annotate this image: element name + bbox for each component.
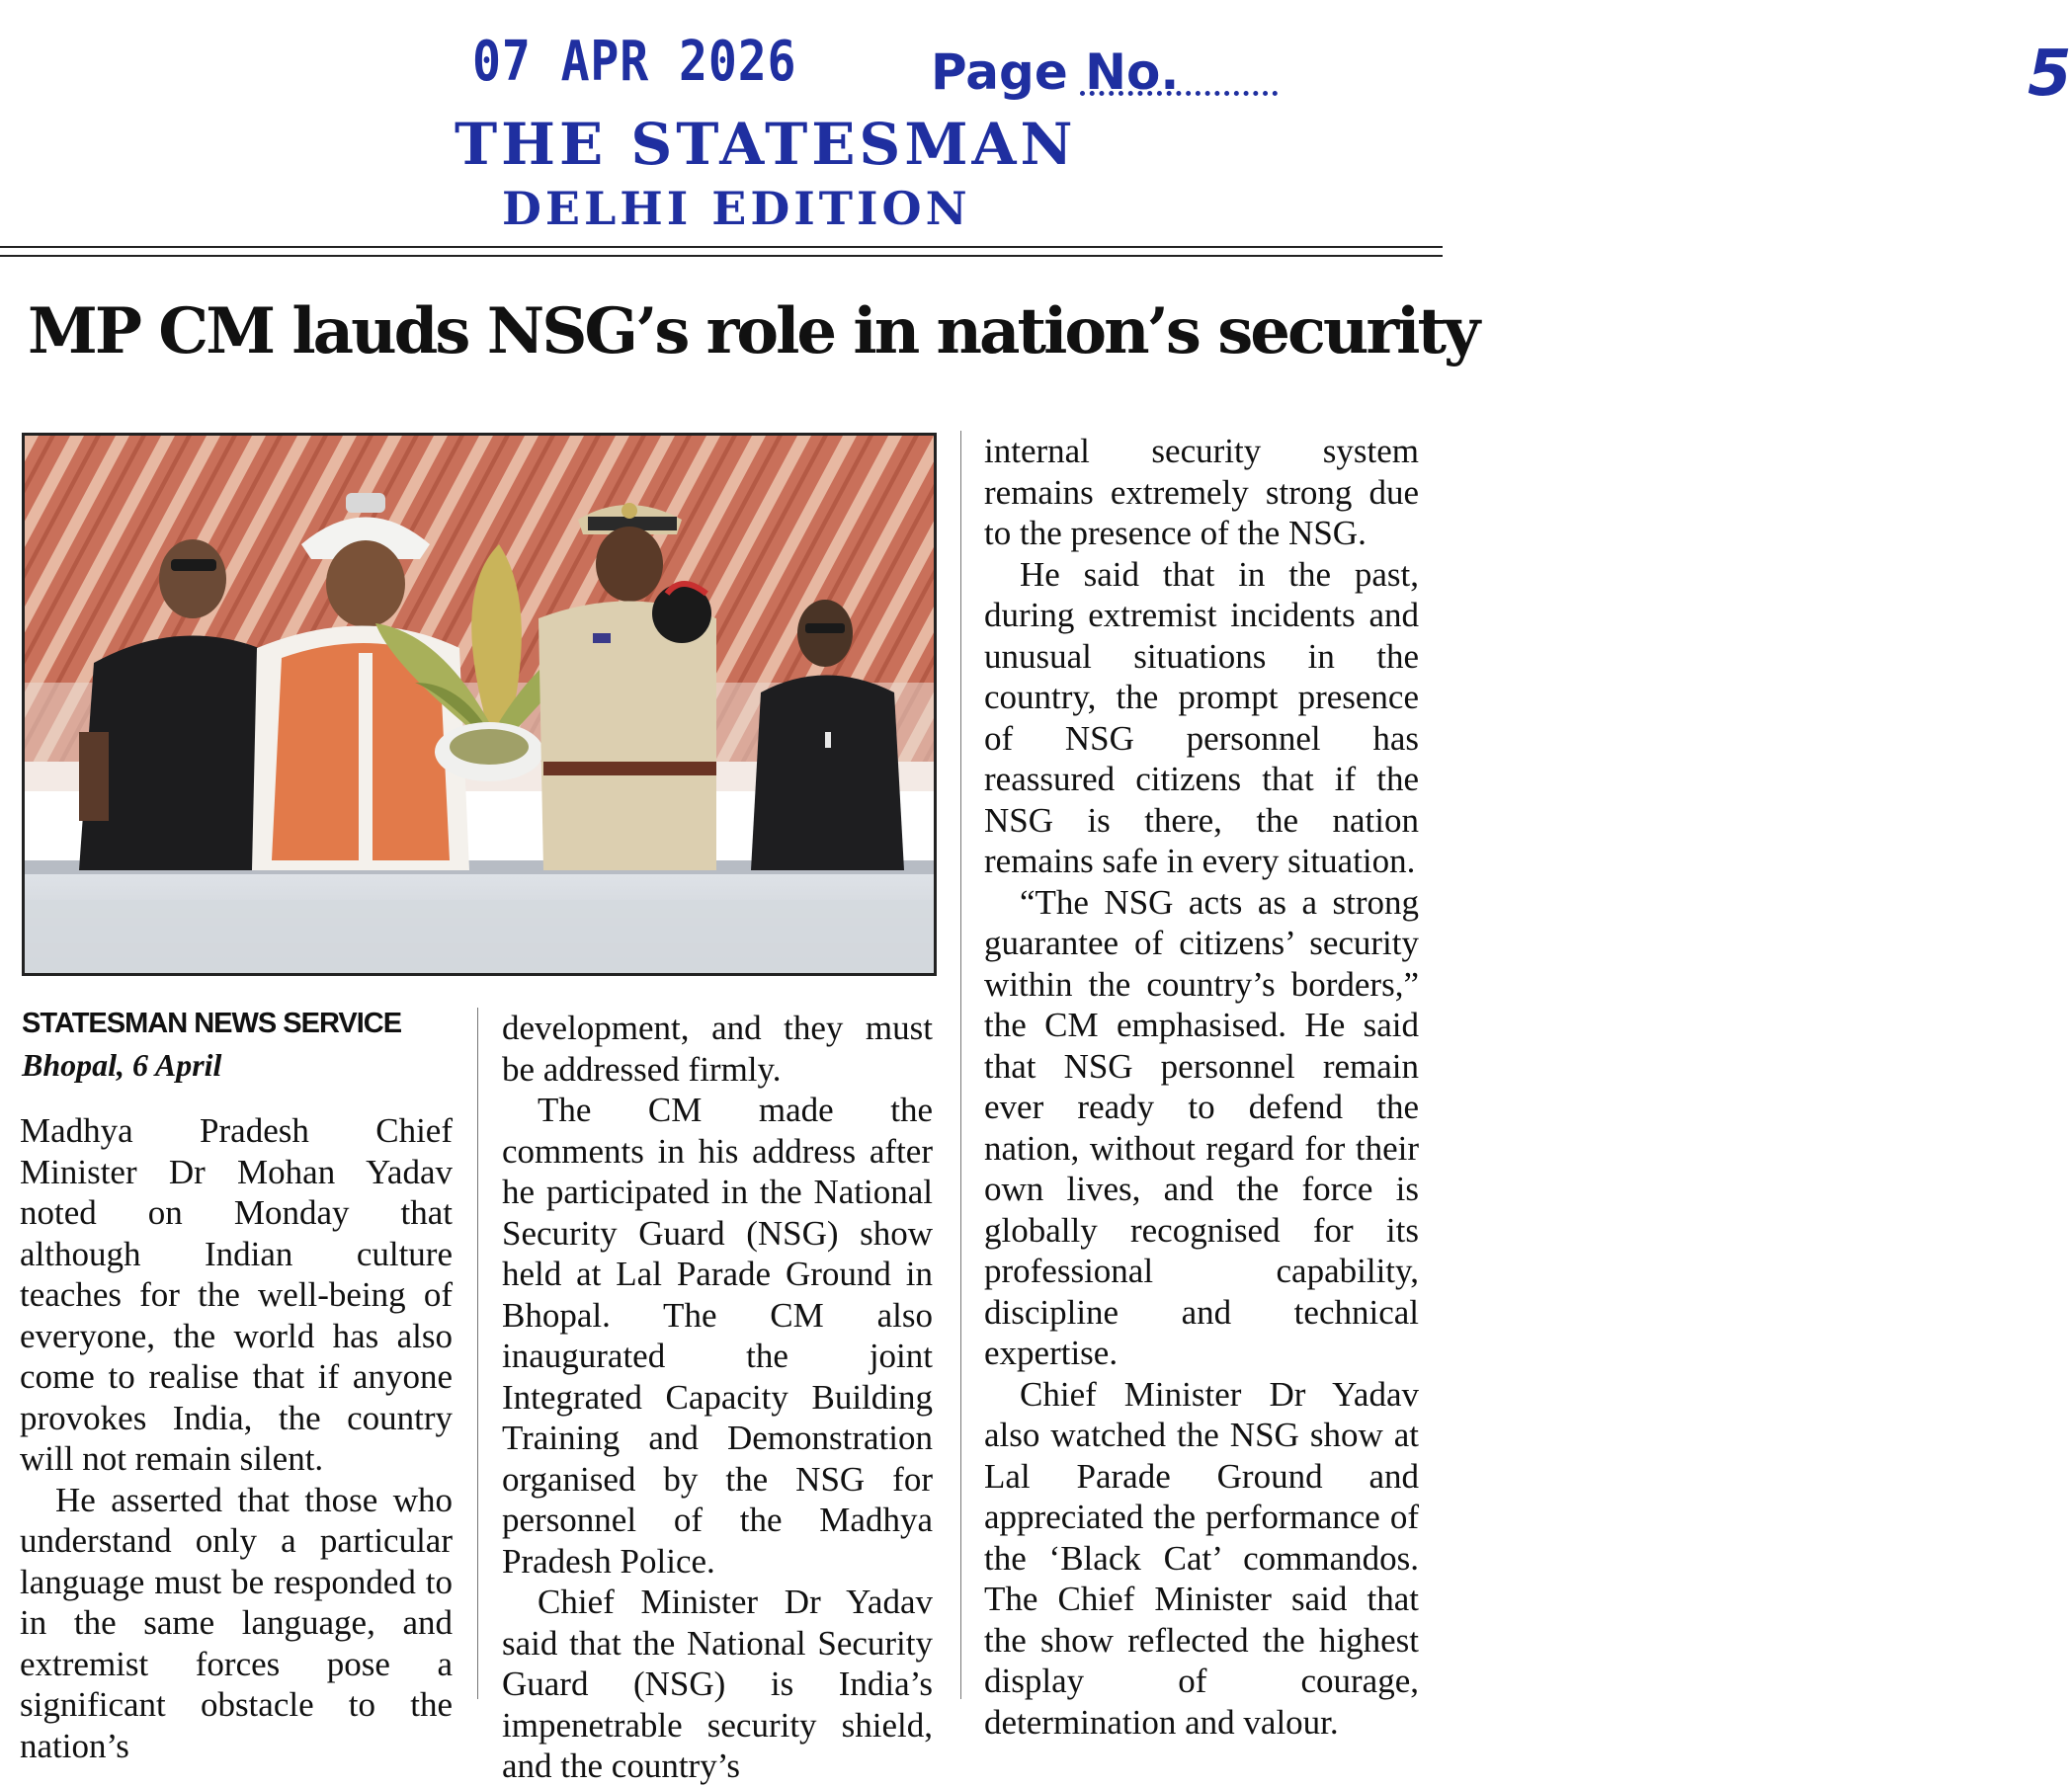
stamp-page-number: 5 [2028, 38, 2072, 111]
stamp-newspaper-name: THE STATESMAN [455, 111, 1077, 178]
article-column-1 [20, 1110, 453, 1766]
column-divider [960, 431, 961, 1699]
article-column-2 [502, 1008, 933, 1787]
article-headline: MP CM lauds NSG’s role in nation’s security [28, 294, 1478, 368]
paragraph: internal security system remains extremely strong due to the presence of the NSG. [984, 432, 1419, 552]
paragraph: He asserted that those who understand only a particular language must be responded to in the same language, and extremist forces pose a significant obstacle to the nation’s [20, 1480, 453, 1765]
top-rule-secondary [0, 255, 1443, 257]
paragraph: The CM made the comments in his address after he participated in the National Security Guard (NSG) show held at Lal Parade Ground in Bhopal. The CM also inaugurated the joint Integrated Capacity Building Training and Demonstration organised by the NSG for personnel of the Madhya Pradesh Police. [502, 1091, 933, 1581]
article-column-3 [984, 431, 1419, 1743]
paragraph: Chief Minister Dr Yadav said that the National Security Guard (NSG) is India’s impenetrable security shield, and the country’s [502, 1583, 933, 1785]
paragraph: “The NSG acts as a strong guarantee of citizens’ security within the country’s borders,” the CM emphasised. He said that NSG personnel remain ever ready to defend the nation, without regard for their own lives, and the force is globally recognised for its professional capability, discipline and technical expertise. [984, 882, 1419, 1372]
dateline: Bhopal, 6 April [22, 1047, 222, 1083]
paragraph: Madhya Pradesh Chief Minister Dr Mohan Yadav noted on Monday that although Indian culture teaches for the well-being of everyone, the world has also come to realise that if anyone provokes India, the country will not remain silent. [20, 1111, 453, 1478]
top-rule [0, 246, 1443, 248]
paragraph: development, and they must be addressed firmly. [502, 1009, 933, 1089]
stamp-edition: DELHI EDITION [502, 182, 971, 235]
column-divider [477, 1008, 478, 1699]
stamp-page-label: Page No. [931, 43, 1180, 101]
byline: STATESMAN NEWS SERVICE [22, 1008, 402, 1039]
paragraph: He said that in the past, during extremist incidents and unusual situations in the country, the prompt presence of NSG personnel has reassured citizens that if the NSG is there, the nation remains safe in every situation. [984, 554, 1419, 880]
date-stamp [0, 0, 2072, 247]
news-photo [22, 433, 937, 976]
stamp-dotted-line [1080, 91, 1278, 96]
stamp-date: 07 APR 2026 [472, 30, 797, 94]
paragraph: Chief Minister Dr Yadav also watched the NSG show at Lal Parade Ground and appreciated the performance of the ‘Black Cat’ commandos. The Chief Minister said that the show reflected the highest display of courage, determination and valour. [984, 1374, 1419, 1742]
